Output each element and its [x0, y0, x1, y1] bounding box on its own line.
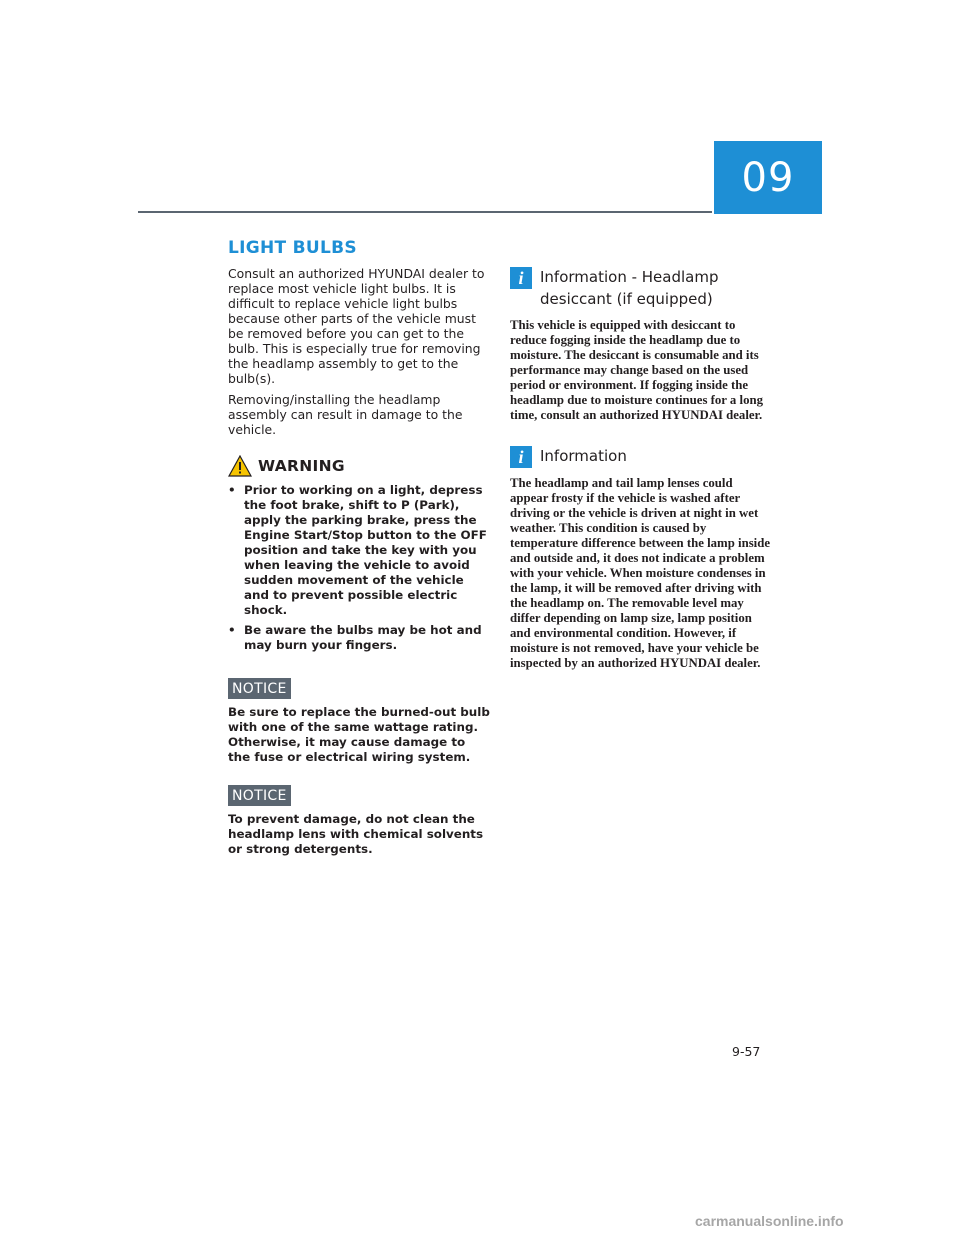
warning-title: WARNING — [258, 457, 345, 475]
page-number: 9-57 — [732, 1044, 761, 1059]
notice-badge: NOTICE — [228, 785, 291, 806]
info-header — [510, 266, 772, 310]
right-column — [510, 266, 772, 671]
warning-list — [228, 483, 490, 653]
left-column — [228, 238, 490, 857]
watermark: carmanualsonline.info — [695, 1213, 844, 1229]
info-header — [510, 445, 772, 468]
section-title: LIGHT BULBS — [228, 238, 357, 258]
removal-paragraph: Removing/installing the headlamp assembly can result in damage to the vehicle. — [228, 392, 463, 437]
info-text: The headlamp and tail lamp lenses could appear frosty if the vehicle is washed after driving or the vehicle is driven at night in wet weather. This condition is caused by temperature difference between the lamp inside and outside and, it does not indicate a problem with your vehicle. When moisture condenses in the lamp, it will be removed after driving with the headlamp on. The removable level may differ depending on lamp size, lamp position and environmental condition. However, if moisture is not removed, have your vehicle be inspected by an authorized HYUNDAI dealer. — [510, 476, 771, 670]
header-rule — [138, 211, 712, 213]
info-title: Information - Headlamp desiccant (if equipped) — [540, 268, 719, 308]
notice-badge: NOTICE — [228, 678, 291, 699]
warning-triangle-icon — [228, 455, 252, 477]
info-icon: i — [510, 267, 532, 289]
notice-text: Be sure to replace the burned-out bulb with one of the same wattage rating. Otherwise, it may cause damage to the fuse or electrical wiring system. — [228, 705, 490, 764]
warning-item: • Be aware the bulbs may be hot and may burn your fingers. — [228, 623, 490, 653]
intro-paragraph: Consult an authorized HYUNDAI dealer to replace most vehicle light bulbs. It is difficult to replace vehicle light bulbs because other parts of the vehicle must be removed before you can get to the bulb. This is especially true for removing the headlamp assembly to get to the bulb(s). — [228, 266, 485, 386]
info-text: This vehicle is equipped with desiccant to reduce fogging inside the headlamp due to moisture. The desiccant is consumable and its performance may change based on the used period or environment. If fogging inside the headlamp due to moisture continues for a long time, consult an authorized HYUNDAI dealer. — [510, 318, 763, 422]
info-block-lens-fogging — [510, 445, 772, 671]
info-block-desiccant — [510, 266, 772, 423]
info-title: Information — [540, 447, 627, 465]
warning-header — [228, 455, 490, 477]
info-icon: i — [510, 446, 532, 468]
warning-item: • Prior to working on a light, depress the foot brake, shift to P (Park), apply the parking brake, press the Engine Start/Stop button to the OFF position and take the key with you when leaving the vehicle to avoid sudden movement of the vehicle and to prevent possible electric shock. — [228, 483, 490, 618]
notice-text: To prevent damage, do not clean the headlamp lens with chemical solvents or strong detergents. — [228, 812, 484, 856]
chapter-tab: 09 — [714, 141, 822, 214]
